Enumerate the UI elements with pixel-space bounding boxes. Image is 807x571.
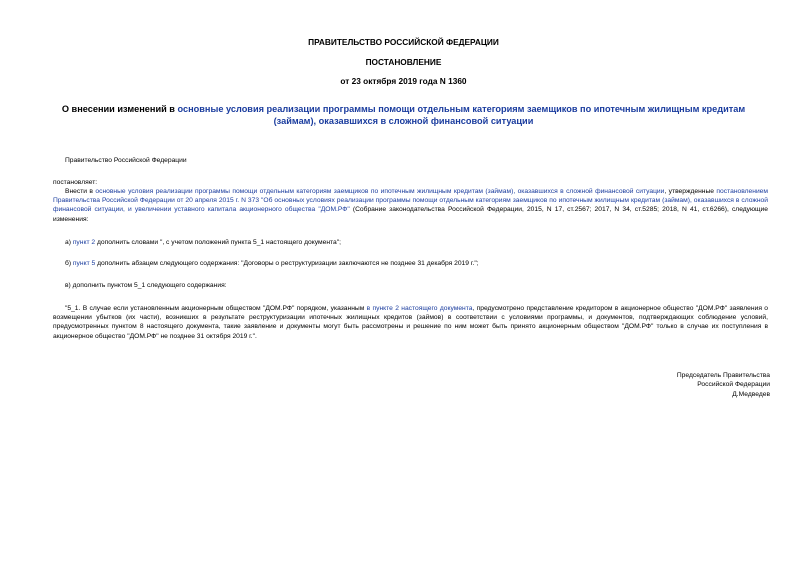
- signature-organization: Российской Федерации: [697, 381, 770, 389]
- title-link[interactable]: основные условия реализации программы помощи отдельным категориям заемщиков по ипотечным жилищным кредитам (займам), оказавшихся в сложной финансовой ситуации: [177, 104, 746, 126]
- item-b-text: дополнить абзацем следующего содержания: "Договоры о реструктуризации заключаются не позднее 31 декабря 2019 г.";: [95, 260, 479, 267]
- item-a-label: а): [65, 239, 73, 246]
- item-b: [65, 259, 479, 268]
- point-5-link[interactable]: пункт 5: [72, 260, 96, 267]
- date-number-heading: от 23 октября 2019 года N 1360: [340, 76, 467, 86]
- paragraph-amend: [53, 187, 768, 224]
- issuer-text: Правительство Российской Федерации: [65, 157, 187, 164]
- title-prefix: О внесении изменений в: [61, 104, 178, 114]
- decides-text: постановляет:: [53, 179, 98, 186]
- paragraph-5-1-text-2: , предусмотрено представление кредитором в акционерное общество "ДОМ.РФ" заявления о возмещении убытков (их части), возникших в результате реструктуризации ипотечных жилищных кредитов (займов) в соответствии с условиями программы, и документов, подтверждающих соблюдение условий, предусмотренных пунктом 8 настоящего документа, такие заявление и документы могут быть рассмотрены и решение по ним может быть принято акционерным обществом "ДОМ.РФ" только в случае их поступления в акционерное общество "ДОМ.РФ" не позднее 31 октября 2019 г.".: [53, 305, 768, 340]
- point-2-link[interactable]: пункт 2: [72, 239, 96, 246]
- item-a-text: дополнить словами ", с учетом положений пункта 5_1 настоящего документа";: [95, 239, 341, 246]
- resolution-373-link[interactable]: постановлением Правительства Российской Федерации от 20 апреля 2015 г. N 373 "Об основных условиях реализации программы помощи отдельным категориям заемщиков по ипотечным жилищным кредитам (займам), оказавшихся в сложной финансовой ситуации, и увеличении уставного капитала акционерного общества "ДОМ.РФ": [53, 188, 768, 214]
- government-heading: ПРАВИТЕЛЬСТВО РОССИЙСКОЙ ФЕДЕРАЦИИ: [308, 37, 499, 47]
- point-2-document-link[interactable]: в пункте 2 настоящего документа: [366, 305, 473, 312]
- signature-position: Председатель Правительства: [676, 372, 770, 379]
- main-conditions-link[interactable]: основные условия реализации программы помощи отдельным категориям заемщиков по ипотечным жилищным кредитам (займам), оказавшихся в сложной финансовой ситуации: [95, 188, 665, 195]
- document-type-heading: ПОСТАНОВЛЕНИЕ: [365, 57, 442, 67]
- paragraph-amend-text-2: , утвержденные: [664, 188, 717, 195]
- document-title: [50, 104, 757, 127]
- item-a: [65, 238, 341, 247]
- paragraph-5-1-text-1: "5_1. В случае если установленным акционерным обществом "ДОМ.РФ" порядком, указанным: [65, 305, 367, 312]
- item-v: в) дополнить пунктом 5_1 следующего содержания:: [65, 282, 227, 289]
- item-b-label: б): [65, 260, 73, 267]
- paragraph-5-1: [53, 304, 768, 341]
- signature-name: Д.Медведев: [732, 390, 770, 398]
- paragraph-amend-text-1: Внести в: [65, 188, 96, 195]
- paragraph-amend-text-3: (Собрание законодательства Российской Федерации, 2015, N 17, ст.2567; 2017, N 34, ст.5285; 2018, N 41, ст.6266), следующие изменения:: [53, 206, 769, 223]
- signature-block: [677, 371, 770, 399]
